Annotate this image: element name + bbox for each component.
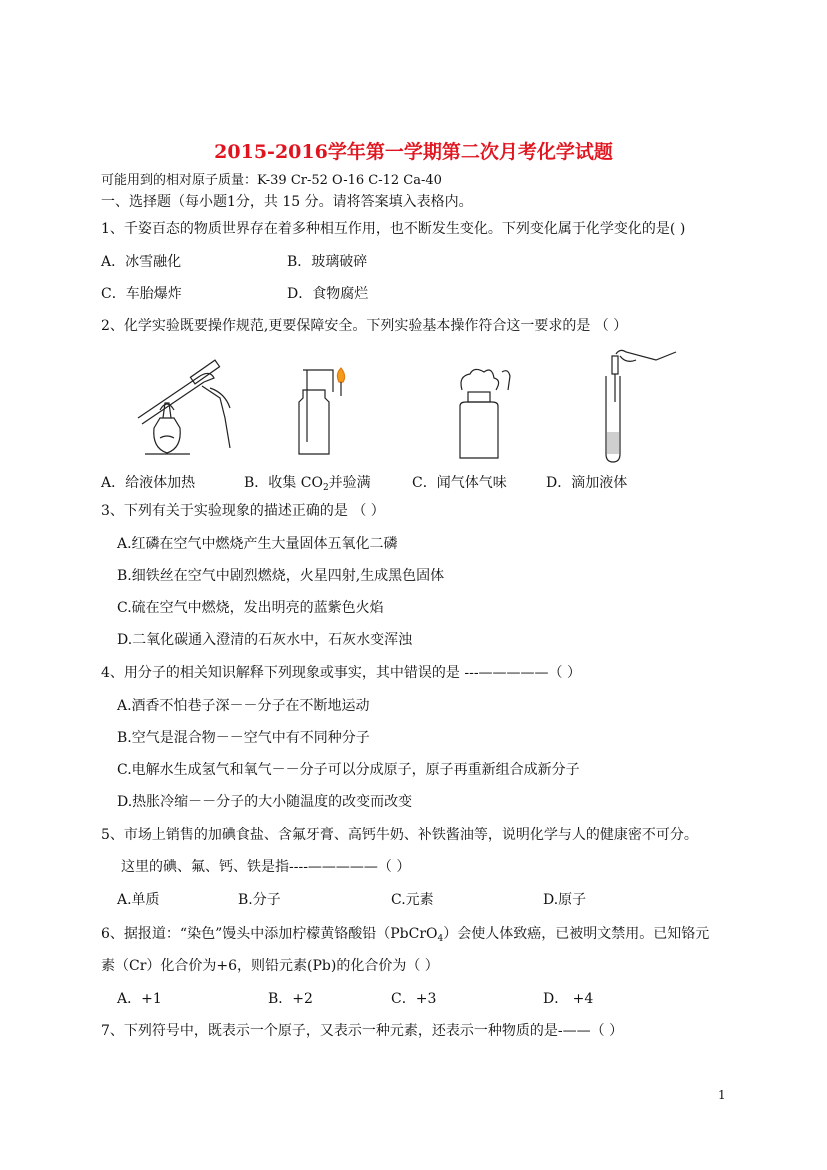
q6-option-a: A．+1 <box>117 991 162 1007</box>
q6-option-d: D． +4 <box>543 991 594 1007</box>
q6-stem-suffix: ）会使人体致癌，已被明文禁用。已知铬元 <box>443 926 710 942</box>
section-heading: 一、选择题（每小题1分，共 15 分。请将答案填入表格内。 <box>101 194 473 210</box>
q5-option-d: D.原子 <box>543 892 587 908</box>
q4-option-a: A.酒香不怕巷子深－－分子在不断地运动 <box>117 698 370 714</box>
page-title: 2015-2016学年第一学期第二次月考化学试题 <box>214 141 613 163</box>
q2-option-b-subscript: 2 <box>322 483 329 493</box>
page-number: 1 <box>718 1088 726 1102</box>
q3-stem: 3、下列有关于实验现象的描述正确的是 （ ） <box>101 503 385 519</box>
q1-option-c: C．车胎爆炸 <box>101 286 182 302</box>
q3-option-b: B.细铁丝在空气中剧烈燃烧，火星四射,生成黑色固体 <box>117 568 445 584</box>
q4-option-c: C.电解水生成氢气和氧气－－分子可以分成原子，原子再重新组合成新分子 <box>117 762 580 778</box>
q2-option-c: C．闻气体气味 <box>412 475 507 491</box>
q1-stem: 1、千姿百态的物质世界存在着多种相互作用，也不断发生变化。下列变化属于化学变化的是( ) <box>101 221 686 237</box>
q1-option-b: B．玻璃破碎 <box>287 254 368 270</box>
q2-option-a: A．给液体加热 <box>101 475 196 491</box>
q4-stem: 4、用分子的相关知识解释下列现象或事实，其中错误的是 ---—————（ ） <box>101 665 581 681</box>
atomic-mass-note: 可能用到的相对原子质量：K-39 Cr-52 O-16 C-12 Ca-40 <box>101 173 442 188</box>
q6-option-b: B．+2 <box>268 991 313 1007</box>
co2-collection-figure <box>295 362 357 460</box>
q2-stem: 2、化学实验既要操作规范,更要保障安全。下列实验基本操作符合这一要求的是 （ ） <box>101 318 628 334</box>
smelling-gas-figure <box>452 362 524 462</box>
heating-liquid-figure <box>130 358 240 458</box>
q6-stem-line1 <box>101 925 709 948</box>
q2-option-b <box>244 474 371 497</box>
q4-option-d: D.热胀冷缩－－分子的大小随温度的改变而改变 <box>117 794 413 810</box>
q5-option-b: B.分子 <box>238 892 281 908</box>
q7-stem: 7、下列符号中，既表示一个原子，又表示一种元素，还表示一种物质的是-——（ ） <box>101 1023 624 1039</box>
q5-option-a: A.单质 <box>117 892 160 908</box>
q5-stem-line2: 这里的碘、氟、钙、铁是指----—————（ ） <box>121 859 411 875</box>
q3-option-a: A.红磷在空气中燃烧产生大量固体五氧化二磷 <box>117 536 398 552</box>
dropping-liquid-figure <box>596 346 678 464</box>
q5-option-c: C.元素 <box>391 892 434 908</box>
q2-option-b-suffix: 并验满 <box>328 475 371 491</box>
q2-option-b-prefix: B．收集 CO <box>244 475 323 491</box>
q6-option-c: C．+3 <box>391 991 437 1007</box>
q3-option-d: D.二氧化碳通入澄清的石灰水中，石灰水变浑浊 <box>117 632 413 648</box>
q6-stem-subscript: 4 <box>437 934 444 944</box>
q1-option-a: A．冰雪融化 <box>101 254 182 270</box>
q4-option-b: B.空气是混合物－－空气中有不同种分子 <box>117 730 370 746</box>
q3-option-c: C.硫在空气中燃烧，发出明亮的蓝紫色火焰 <box>117 600 384 616</box>
q6-stem-prefix: 6、据报道：“染色”馒头中添加柠檬黄铬酸铅（PbCrO <box>101 926 438 942</box>
q5-stem-line1: 5、市场上销售的加碘食盐、含氟牙膏、高钙牛奶、补铁酱油等，说明化学与人的健康密不可分。 <box>101 827 698 843</box>
q2-option-d: D．滴加液体 <box>546 475 628 491</box>
q6-stem-line2: 素（Cr）化合价为+6，则铅元素(Pb)的化合价为（ ） <box>101 958 439 974</box>
q1-option-d: D．食物腐烂 <box>287 286 369 302</box>
